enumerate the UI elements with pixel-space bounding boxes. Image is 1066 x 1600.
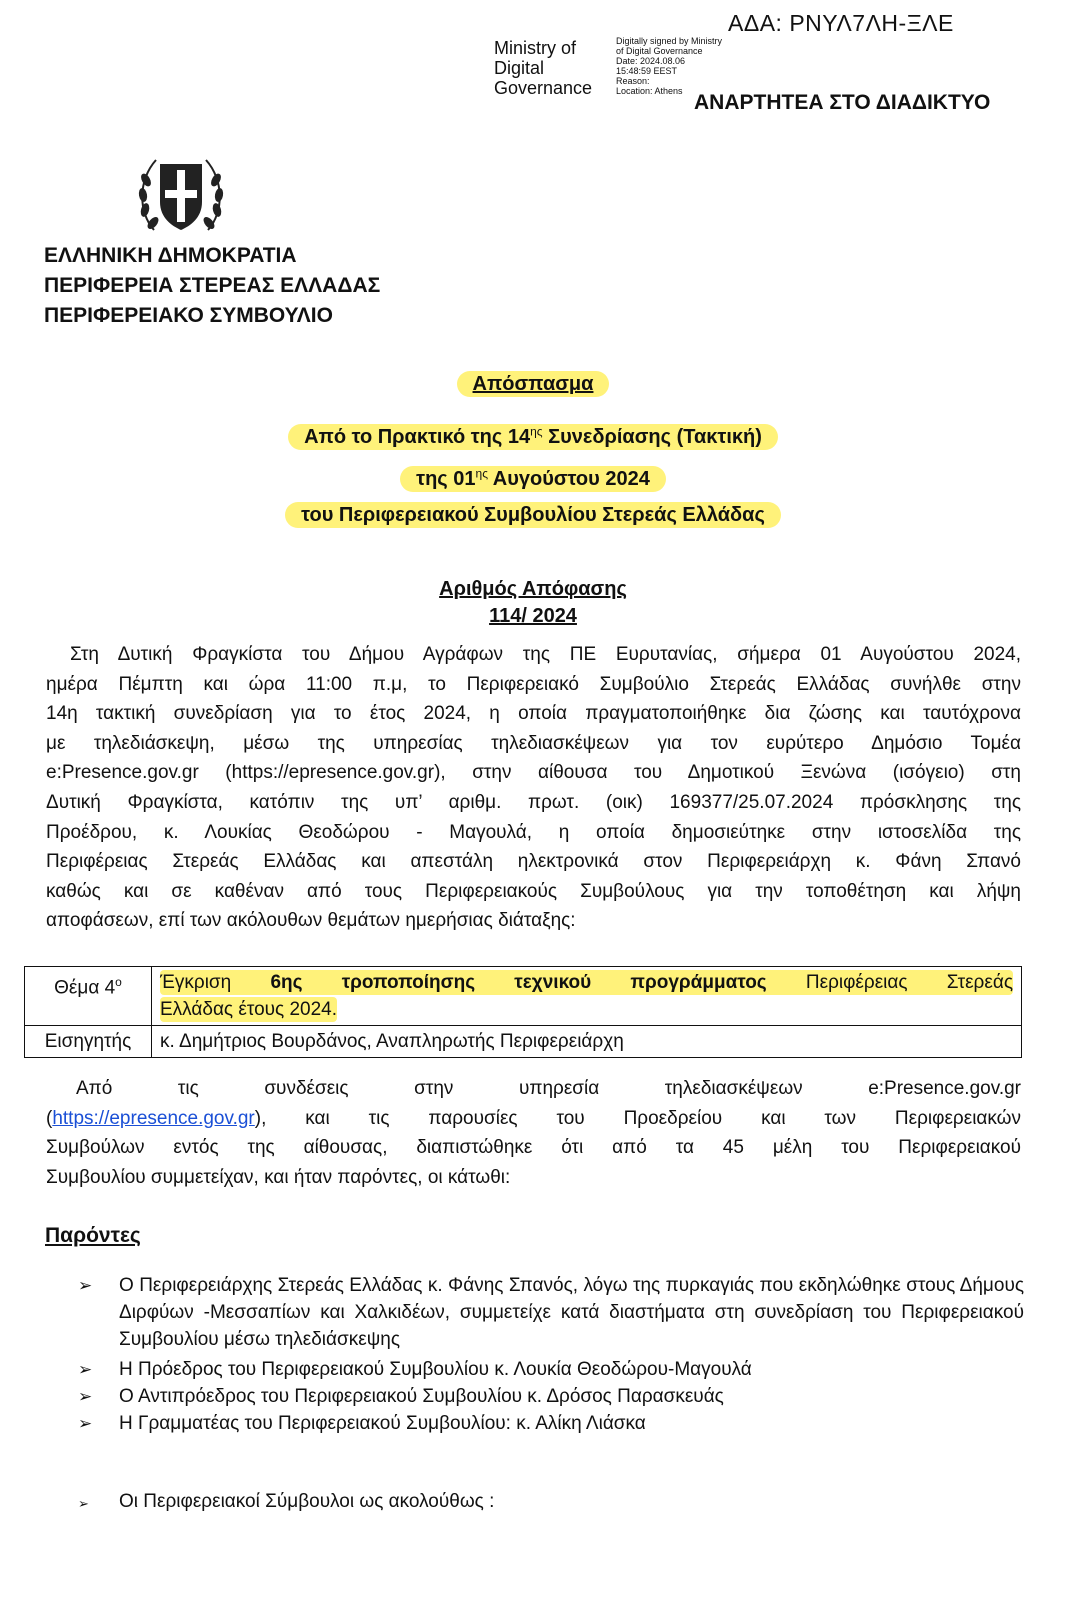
list-item: ➢ Η Πρόεδρος του Περιφερειακού Συμβουλίου κ. Λουκία Θεοδώρου-Μαγουλά [78, 1356, 1024, 1383]
signer-name: Ministry of Digital Governance [494, 38, 593, 98]
list-item: ➢ Η Γραμματέας του Περιφερειακού Συμβουλίου: κ. Αλίκη Λιάσκα [78, 1410, 1024, 1437]
arrow-bullet-icon: ➢ [78, 1387, 93, 1406]
digital-signature-block: Digitally signed by Ministry of Digital Governance Date: 2024.08.06 15:48:59 EEST Reason: Location: Athens [616, 36, 723, 96]
issuer-block: ΕΛΛΗΝΙΚΗ ΔΗΜΟΚΡΑΤΙΑ ΠΕΡΙΦΕΡΕΙΑ ΣΤΕΡΕΑΣ ΕΛΛΑΔΑΣ ΠΕΡΙΦΕΡΕΙΑΚΟ ΣΥΜΒΟΥΛΙΟ [44, 244, 381, 327]
connections-paragraph: Από τις συνδέσεις στην υπηρεσία τηλεδιασκέψεων e:Presence.gov.gr (https://epresence.gov.gr), και τις παρουσίες του Προεδρείου και των Περιφερειακών Συμβούλων εντός της αίθουσας, διαπιστώθηκε ότι από τα 45 μέλη του Περιφερειακού Συμβουλίου συμμετείχαν, και ήταν παρόντες, οι κάτωθι: [46, 1078, 1021, 1188]
rapporteur-row [25, 1026, 1022, 1058]
arrow-bullet-icon: ➢ [78, 1276, 93, 1295]
ada-code: ΑΔΑ: ΡΝΥΛ7ΛΗ-ΞΛΕ [728, 10, 954, 36]
minutes-title: Από το Πρακτικό της $14^{\eta\varsigma}$ Συνεδρίασης (Τακτική) [0, 424, 1066, 449]
rapporteur-label: Εισηγητής [25, 1026, 152, 1058]
decision-number: Αριθμός Απόφασης 114/ 2024 [439, 578, 627, 627]
councillors-list [78, 1488, 1024, 1515]
greek-emblem-icon [134, 150, 228, 242]
theme-label: Θέμα $4^o$ [25, 967, 152, 1026]
theme-text: Έγκριση 6ης τροποποίησης τεχνικού προγράμματος Περιφέρειας Στερεάς Ελλάδας έτους 2024. [152, 967, 1022, 1026]
arrow-bullet-icon: ➢ [78, 1360, 93, 1379]
topic-table [24, 966, 1022, 1058]
arrow-bullet-icon: ➢ [78, 1414, 93, 1433]
list-item: ➢ Οι Περιφερειακοί Σύμβουλοι ως ακολούθως : [78, 1488, 1024, 1515]
present-heading: Παρόντες [45, 1224, 141, 1247]
list-item: ➢ Ο Αντιπρόεδρος του Περιφερειακού Συμβουλίου κ. Δρόσος Παρασκευάς [78, 1383, 1024, 1410]
arrow-bullet-icon: ➢ [78, 1496, 89, 1511]
council-name-title: του Περιφερειακού Συμβουλίου Στερεάς Ελλάδας [0, 504, 1066, 527]
intro-paragraph: Στη Δυτική Φραγκίστα του Δήμου Αγράφων της ΠΕ Ευρυτανίας, σήμερα 01 Αυγούστου 2024, ημέρα Πέμπτη και ώρα 11:00 π.μ, το Περιφερειακό Συμβούλιο Στερεάς Ελλάδας συνήλθε στην 14η τακτική συνεδρίαση για το έτος 2024, η οποία πραγματοποιήθηκε δια ζώσης και ταυτόχρονα με τηλεδιάσκεψη, μέσω της υπηρεσίας τηλεδιασκέψεων για τον ευρύτερο Δημόσιο Τομέα e:Presence.gov.gr (https://epresence.gov.gr), στην αίθουσα του Δημοτικού Ξενώνα (ισόγειο) στη Δυτική Φραγκίστα, κατόπιν της υπ’ αριθμ. πρωτ. (οικ) 169377/25.07.2024 πρόσκλησης της Προέδρου, κ. Λουκίας Θεοδώρου - Μαγουλά, η οποία δημοσιεύτηκε στην ιστοσελίδα της Περιφέρειας Στερεάς Ελλάδας και απεστάλη ηλεκτρονικά στον Περιφερειάρχη κ. Φάνη Σπανό καθώς και σε καθέναν από τους Περιφερειακούς Συμβούλους για την τοποθέτηση και λήψη αποφάσεων, επί των ακόλουθων θεμάτων ημερήσιας διάταξης: [46, 644, 1021, 932]
post-online-notice: ΑΝΑΡΤΗΤΕΑ ΣΤΟ ΔΙΑΔΙΚΤΥΟ [694, 91, 991, 114]
theme-row [25, 967, 1022, 1026]
excerpt-title: Απόσπασμα [0, 373, 1066, 396]
list-item: ➢ Ο Περιφερειάρχης Στερεάς Ελλάδας κ. Φάνης Σπανός, λόγω της πυρκαγιάς που εκδηλώθηκε στους Δήμους Διρφύων -Μεσσαπίων και Χαλκιδέων, συμμετείχε κατά διαστήματα στη συνεδρίαση του Περιφερειακού Συμβουλίου μέσω τηλεδιάσκεψης [78, 1272, 1024, 1353]
epresence-link[interactable]: https://epresence.gov.gr [52, 1107, 255, 1129]
session-date: της $01^{\eta\varsigma}$ Αυγούστου 2024 [0, 466, 1066, 491]
rapporteur-name: κ. Δημήτριος Βουρδάνος, Αναπληρωτής Περιφερειάρχη [152, 1026, 1022, 1058]
present-list [78, 1272, 1024, 1437]
